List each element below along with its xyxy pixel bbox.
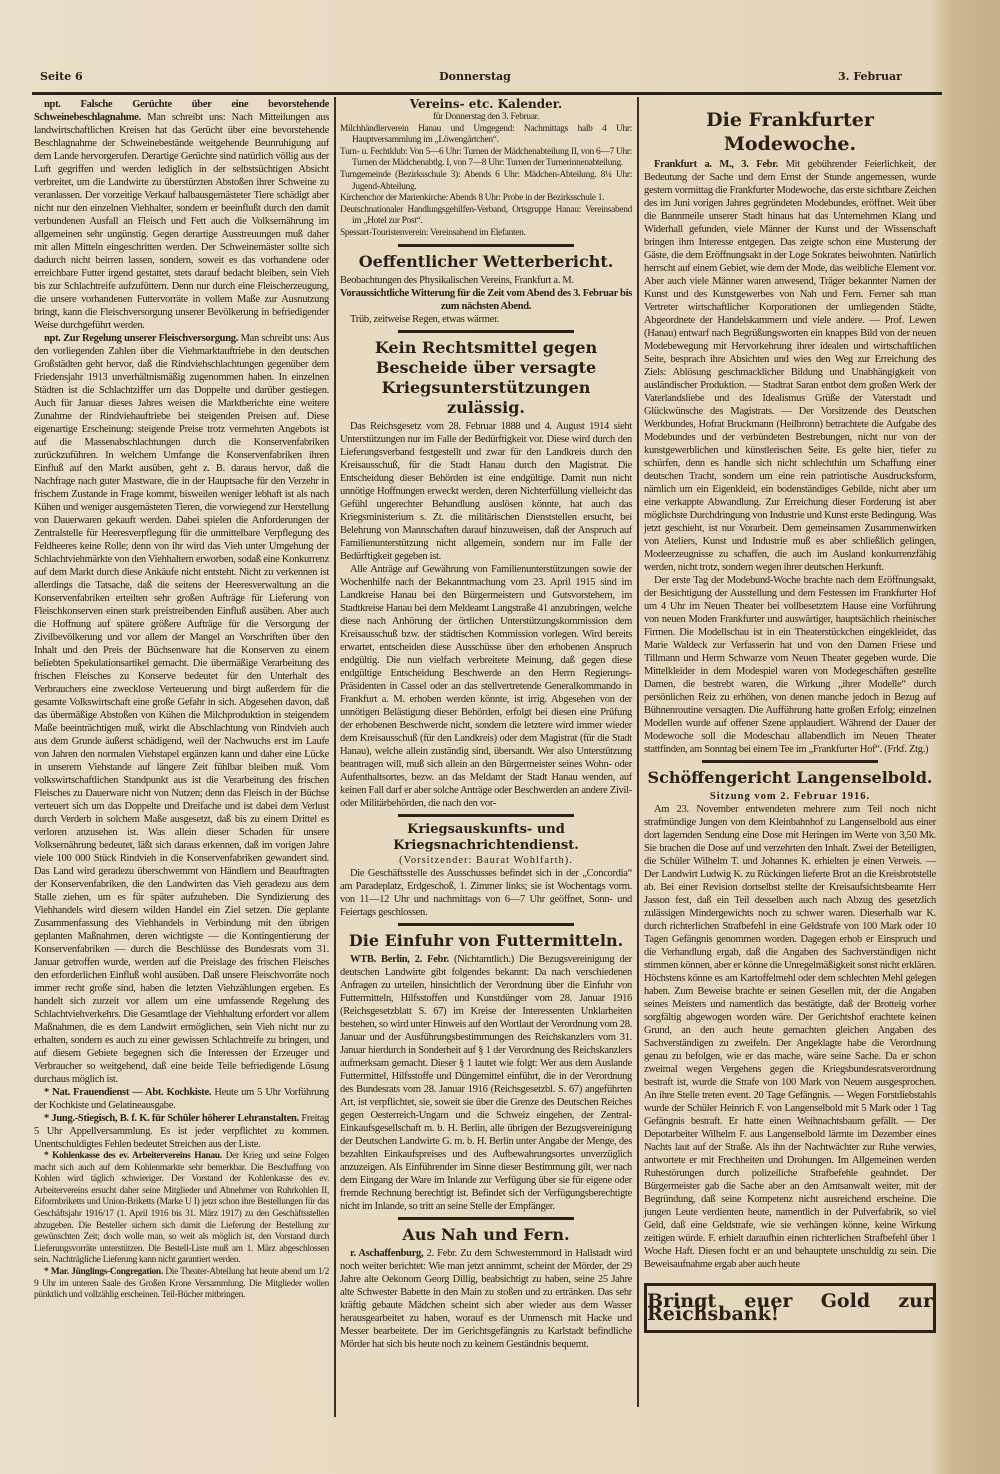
notice-coal: * Kohlenkasse des ev. Arbeitervereins Hanau. Der Krieg und seine Folgen macht sich auch auf dem Kohlenmarkte sehr bemerkbar. Die Beschaffung von Kohlen wird täglich schwieriger. Der Vorstand der Kohlenkasse des ev. Arbeitervereins ersucht daher seine Mitglieder und Abnehmer von Ruhrkohlen II, Eiformbriketts und Union-Briketts (Marke U I) jetzt schon ihre Bestellungen für das Geschäftsjahr 1916/17 (1. April 1916 bis 31. März 1917) zu den Geschäftsstellen abzugeben. Die Besteller sichern sich damit die Lieferung der Bestellung zur gewünschten Zeit; doch wolle man, so weit als möglich ist, den Vorstand durch Lieferungsvorräte unterstützen. Die Bestell-Liste muß am 1. März abgeschlossen sein. Nachträgliche Lieferung kann nicht garantiert werden. bbox=[34, 1151, 330, 1266]
article-fashion-week bbox=[644, 108, 936, 756]
paragraph: Der erste Tag der Modebund-Woche brachte nach dem Eröffnungsakt, der Besichtigung der Ausstellung und dem Festessen im Frankfurter Hof um 4 Uhr im Neuen Theater bei vollbesetztem Hause eine Vorführung von neuen Moden Frankfurter und auswärtiger, hauptsächlich rheinischer Firmen. Die Modellschau ist in ein Theaterstückchen eingekleidet, das Marie Waldeck zur Verfasserin hat und von den Damen Friese und Tillmann und Herrn Schwarze vom Neuen Theater gegeben wurde. Die Mittelkleider in dem Modespiel waren von Modegeschäften gestellte Damen, die bestrebt waren, die Wirkung „ihrer Modelle“ durch persönlichen Reiz zu erhöhen, von denen manche jedoch in Bezug auf Bühnenroutine versagten. Die Aufführung hatte großen Erfolg; einzelnen Modellen wurde auf offener Szene applaudiert. Während der Dauer der Modewoche soll die Modeschau allabendlich im Neuen Theater stattfinden, am Sonntag bei einem Tee im „Frankfurter Hof“. (Frkf. Ztg.) bbox=[644, 575, 936, 755]
section-rule bbox=[398, 814, 573, 817]
article-meat-supply: npt. Zur Regelung unserer Fleischversorgung. Man schreibt uns: Aus den vorliegenden Zahlen über die Viehmarktauftriebe in den deutschen Großstädten geht hervor, daß die Rindviehschlachtungen gegenüber dem Friedensjahr 1913 unverhältnismäßig zugenommen haben. In einzelnen Städten ist die Schlachtziffer um das Doppelte und darüber gestiegen. Auch für Januar dieses Jahres weisen die Marktberichte eine weitere Zunahme der Rindviehauftriebe bei steigenden Preisen auf. Diese eigenartige Erscheinung: steigende Preise trotz vermehrten Angebots ist auf die Massenabschlachtungen durch die Konservenfabriken zurückzuführen. In welchem Umfange die Konservenfabriken ihren Einfluß auf den Markt ausüben, geht z. B. daraus hervor, daß die Nachfrage nach guter Mastware, die in der Hauptsache für den Verzehr in frischem Zustande in Frage kommt, bisweilen weniger lebhaft ist als nach Kühen und weniger ausgemästeten Tieren, die vorwiegend zur Herstellung von Dauerwaren gekauft werden. Dabei spielen die Anforderungen der Zentralstelle für Heeresverpflegung für die unmittelbare Verpflegung des Feldheeres keine Rolle; denn von ihr wird das Vieh unter Umgehung der Schlachtviehmärkte von den Viehhaltern erworben, sodaß eine Konkurrenz auf dem Markt durch diese Ankäufe nicht entsteht. Nicht zu verkennen ist allerdings die Tatsache, daß die seitens der Heeresverwaltung an die Konservenfabriken erteilten sehr großen Aufträge für Lieferung von Fleischkonserven einen stark preistreibenden Einfluß ausüben. Aber auch die Hoffnung auf spätere größere Aufträge für die Versorgung der Zivilbevölkerung und vor allem der Mangel an Vorschriften über den Inhalt und den Preis der Büchsenware hat die Konserven zu einem beliebten Spekulationsartikel gemacht. Die übermäßige Verarbeitung des frischen Fleisches zu Konserve bedeutet für den Unterhalt des Verbrauchers eine zwecklose Verteuerung und birgt außerdem für die gesamte Volkswirtschaft eine große Gefahr in sich. Abgesehen davon, daß das übermäßige Abstoßen von Kühen die Milchproduktion in steigendem Maße beeinträchtigen muß, wirkt die Abschlachtung von Rindvieh auch aus dem Grunde äußerst schädigend, weil der Nachwuchs erst im Laufe von Jahren den normalen Viehstapel ergänzen kann und daher eine Lücke in unserem Viehstande auf längere Zeit fühlbar bleiben muß. Vom volkswirtschaftlichen Standpunkt aus ist die Verarbeitung des frischen Fleisches zu Dauerware nicht von Nutzen; denn das Fleisch in der Büchse verteuert sich um das Doppelte und Dreifache und ist dabei dem Verlust durch Verderb in solchem Maße ausgesetzt, daß bis zu einem Drittel es verloren anzusehen ist. Was allein dieser Schaden für unsere Volksernährung bedeutet, läßt sich daraus erkennen, daß im vorigen Jahre viele 100 000 Stück Rindvieh in die Konservenfabriken gewandert sind. Das Land wird geradezu überschwemmt von Händlern und Beauftragten der Konservenfabriken, die den Landwirten das Vieh geradezu aus dem Stalle ziehen, um es für später aufzuheben. Die Syndizierung des Viehhandels wird diesem wilden Handel ein Ziel setzen. Die geplante Zusammenfassung des Viehhandels in Verbindung mit den übrigen geplanten Maßnahmen, deren wichtigste — die Kontingentierung der Konservenfabriken — durch die Beschlüsse des Bundesrats vom 31. Januar getroffen wurde, werden auf die Preislage des frischen Fleisches den erforderlichen Einfluß wohl ausüben. Daß unsere Fleischvorräte noch immer recht große sind, haben die letzten Viehzählungen ergeben. Es handelt sich zurzeit vor allem um eine umfassende Regelung des Schlachtviehverkehrs. Die Gesamtlage der Viehhaltung erfordert vor allem Maßnahmen, die es dem Landwirt ermöglichen, sein Vieh nicht nur zu erhalten, sondern es auch zu einer gewissen Schlachtreife zu bringen, und auf diesem Gebiete begegnen sich die Interessen der Erzeuger und Verbraucher so weitgehend, daß eine beide Teile befriedigende Lösung durchaus möglich ist. bbox=[34, 333, 330, 1085]
paragraph: WTB. Berlin, 2. Febr. (Nichtamtlich.) Die Bezugsvereinigung der deutschen Landwirte gibt folgendes bekannt: Da nach verschiedenen Anfragen zu urteilen, hinsichtlich der Verordnung über die Einfuhr von Futtermitteln, Hilfsstoffen und Kunstdünger vom 28. Januar 1916 (Reichsgesetzblatt S. 67) im Kreise der Interessenten Unklarheiten bestehen, so wird unter Hinweis auf den Wortlaut der Verordnung vom 28. Januar und der Ausführungsbestimmungen des Reichskanzlers vom 31. Januar hierdurch in Sonderheit auf § 1 der Verordnung des Reichskanzlers aufmerksam gemacht. Dieser § 1 lautet wie folgt: Wer aus dem Auslande Futtermittel, Hilfsstoffe und Düngemittel einführt, die in der Verordnung des Bundesrats vom 28. Januar 1916 (Reichsgesetzbl. S. 67) angeführten Art, ist verpflichtet, sie, soweit sie über die Grenze des Deutschen Reiches gegen Oesterreich-Ungarn und die Schweiz eingehen, der Zentral-Einkaufsgesellschaft m. b. H. Berlin, alle übrigen der Bezugsvereinigung der Deutschen Landwirte G. m. b. H. Berlin unter Angabe der Menge, des bezahlten Einkaufspreises und des Aufbewahrungsortes unverzüglich anzuzeigen. Als Einführender im Sinne dieser Bestimmung gilt, wer nach dem Eingang der Ware im Inlande zur Verfügung über sie für eigene oder fremde Rechnung berechtigt ist. Befindet sich der Verfügungsberechtigte nicht im Inlande, so tritt an seine Stelle der Empfänger. bbox=[340, 953, 632, 1212]
forecast-text: Trüb, zeitweise Regen, etwas wärmer. bbox=[350, 313, 499, 325]
paragraph: Das Reichsgesetz vom 28. Februar 1888 und 4. August 1914 sieht Unterstützungen nur im Falle der Bedürftigkeit vor. Diese wird durch den Lieferungsverband festgestellt und zwar für den Landkreis durch den Kreisausschuß, für die Stadt Hanau durch den Magistrat. Die Entscheidung dieser Behörden ist eine endgültige. Damit nun nicht unnötige Hoffnungen erweckt werden, deren Nichterfüllung vielleicht das Gefühl ungerechter Behandlung auslösen könnte, hat auch das Kriegsministerium s. Zt. die militärischen Dienststellen ersucht, bei Belehrung von Mannschaften darauf hinzuweisen, daß der Anspruch auf Familienunterstützung nicht allgemein, sondern nur im Falle der Bedürftigkeit gegeben ist. bbox=[340, 420, 632, 562]
calendar-entry: Turngemeinde (Bezirksschule 3): Abends 6 Uhr: Mädchen-Abteilung. 8¼ Uhr: Jugend-Abteilung. bbox=[340, 169, 632, 192]
feed-title: Die Einfuhr von Futtermitteln. bbox=[348, 930, 624, 950]
fashion-source: (Frkf. Ztg.) bbox=[884, 744, 929, 755]
section-rule bbox=[398, 330, 573, 333]
left-column bbox=[34, 98, 329, 1302]
info-service-chair: (Vorsitzender: Baurat Wohlfarth). bbox=[399, 854, 573, 866]
section-rule bbox=[398, 244, 573, 247]
paragraph: Die Geschäftsstelle des Ausschusses befindet sich in der „Concordia“ am Paradeplatz, Erdgeschoß, 1. Zimmer links; sie ist Wochentags vorm. von 11—12 Uhr und nachmittags von 6—7 Uhr geöffnet, Sonn- und Feiertags geschlossen. bbox=[340, 867, 632, 918]
article-info-service bbox=[340, 822, 632, 919]
article-legal bbox=[340, 338, 632, 810]
section-rule bbox=[702, 760, 877, 763]
club-calendar bbox=[340, 96, 632, 240]
column-divider bbox=[637, 97, 639, 1407]
section-rule bbox=[398, 923, 573, 926]
calendar-subtitle: für Donnerstag den 3. Februar. bbox=[432, 112, 540, 122]
notice-congregation: * Mar. Jünglings-Congregation. Die Theater-Abteilung hat heute abend um 1/2 9 Uhr im unteren Saale des Großen Krone Versammlung. Die Mitglieder wollen pünktlich und vollzählig erscheinen. Teil-Bücher mitbringen. bbox=[34, 1266, 329, 1301]
calendar-entry: Turn- u. Fechtklub: Von 5—6 Uhr: Turnen der Mädchenabteilung II, von 6—7 Uhr: Turnen der Mädchenabtlg. I, von 7—8 Uhr: Turnen der Turnerinnenabteilung. bbox=[340, 146, 632, 169]
weather-report bbox=[340, 252, 632, 326]
header-rule bbox=[32, 92, 942, 95]
article-feed-import bbox=[340, 931, 632, 1213]
article-court bbox=[644, 768, 936, 1271]
section-rule bbox=[398, 1217, 573, 1220]
calendar-entry: Deutschnationaler Handlungsgehilfen-Verband, Ortsgruppe Hanau: Vereinsabend im „Hotel zur Post“. bbox=[340, 204, 632, 227]
calendar-title: Vereins- etc. Kalender. bbox=[409, 97, 563, 111]
article-local-news bbox=[340, 1225, 632, 1351]
forecast-heading: Voraussichtliche Witterung für die Zeit vom Abend des 3. Februar bis zum nächsten Abend. bbox=[340, 287, 633, 312]
article-pig-rumors: npt. Falsche Gerüchte über eine bevorstehende Schweinebeschlagnahme. Man schreibt uns: Nach Mitteilungen aus landwirtschaftlichen Kreisen hat das Gerücht über eine bevorstehende Beschlagnahme der Schweinebestände weitgehende Beunruhigung auf dem Lande hervorgerufen. Derartige Gerüchte sind natürlich völlig aus der Luft gegriffen und werden lediglich in der selbstsüchtigen Absicht verbreitet, um die Landwirte zu überstürzten Abstoßen ihrer Schweine zu veranlassen. Der vorzeitige Verkauf halbausgemästeter Tiere schädigt aber nicht nur den einzelnen Viehhalter, sondern er beeinflußt durch den damit verbundenen Ausfall an Fleisch und Fett auch die Volksernährung im allgemeinen sehr ungünstig. Gegen derartige Ausstreuungen muß daher mit allen Mitteln eingeschritten werden. Der Schweinemäster sollte sich dadurch nicht beirren lassen, sondern, soweit es das vorhandene oder erreichbare Futter irgend gestattet, stets darauf bedacht bleiben, sein Vieh bis zur Schlachtreife aufzufüttern. Denn nur durch eine Fleischerzeugung, die unsere vorhandenen Futtervorräte in vollem Maße zur Ausnutzung bringt, kann die Fleischversorgung unserer Bevölkerung in befriedigender Weise durchgeführt werden. bbox=[34, 99, 329, 331]
column-divider bbox=[334, 97, 336, 1417]
calendar-entry: Kirchenchor der Marienkirche: Abends 8 Uhr: Probe in der Bezirksschule 1. bbox=[340, 193, 605, 204]
notice-frauendienst: * Nat. Frauendienst — Abt. Kochkiste. Heute um 5 Uhr Vorführung der Kochkiste und Gelatineausgabe. bbox=[34, 1087, 329, 1111]
legal-title: Kein Rechtsmittel gegen Bescheide über versagte Kriegsunterstützungen zulässig. bbox=[374, 337, 598, 417]
weather-source: Beobachtungen des Physikalischen Vereins, Frankfurt a. M. bbox=[340, 274, 574, 286]
calendar-entry: Milchhändlerverein Hanau und Umgegend: Nachmittags halb 4 Uhr: Hauptversammlung im „Löwengärtchen“. bbox=[340, 123, 632, 146]
gold-appeal-ad: Bringt euer Gold zur Reichsbank! bbox=[644, 1283, 936, 1333]
middle-column bbox=[340, 96, 632, 1351]
issue-day: Donnerstag bbox=[439, 70, 511, 83]
right-column bbox=[644, 108, 936, 1333]
fashion-title: Die Frankfurter Modewoche. bbox=[706, 109, 874, 155]
page-number: Seite 6 bbox=[40, 70, 83, 83]
paragraph: r. Aschaffenburg, 2. Febr. Zu dem Schwesternmord in Hallstadt wird noch weiter berichtet: Wie man jetzt annimmt, scheint der Mörder, der 29 Jahre alte Oekonom Georg Dillig, beabsichtigt zu haben, seine 25 Jahre alte Schwester Babette in den Main zu stoßen und zu ertränken. Das sehr kräftig gebaute Mädchen scheint sich aber wieder aus dem Wasser herausgearbeitet zu haben, worauf es der Unmensch mit Hacke und Messer bearbeitete. Der im Gerichtsgefängnis zu Karlstadt befindliche Mörder hat sich bis heute noch zu keinem Geständnis bequemt. bbox=[340, 1247, 632, 1350]
court-title: Schöffengericht Langenselbold. bbox=[647, 768, 933, 787]
weather-title: Oeffentlicher Wetterbericht. bbox=[358, 251, 614, 271]
paragraph: Frankfurt a. M., 3. Febr. Mit gebührender Feierlichkeit, der Bedeutung der Sache und dem Ernst der Stunde angemessen, wurde gestern vormittag die Frankfurter Modewoche, das erste sichtbare Zeichen des im Juni vorigen Jahres gegründeten Modebundes, eröffnet. Weit über die Bannmeile unserer Stadt hinaus hat das Unternehmen Klang und Widerhall gefunden, viele Männer der Kunst und der Wissenschaft bringen ihm Interesse entgegen. Das zeigte schon eine Musterung der Gäste, die dem Eröffnungsakt in der Loge Sokrates beiwohnten. Natürlich herrscht auf einem Gebiet, wie dem der Mode, das weibliche Element vor. Aber auch viele Männer waren anwesend, Träger bekannter Namen der Kunst und des Kunstgewerbes von Nah und Fern. Ferner sah man Vertreter wirtschaftlicher Korporationen der umliegenden Städte, Abgeordnete der Handelskammern und viele andere. — Prof. Lewen (Hanau) entwarf nach Begrüßungsworten ein knappes Bild von der neuen Modebewegung mit Hervorkehrung ihrer idealen und wirtschaftlichen Seite, besprach ihre Absichten und wies den Weg zur Erreichung des Ziels: Ablösung geschmacklicher Bildung und Unabhängigkeit von ausländischer Produktion. — Stadtrat Saran entbot dem großen Werk der Vaterlandsliebe und des Idealismus Grüße der Vaterstadt und Glückwünsche des Magistrats. — Der Vorsitzende des Deutschen Werkbundes, Hofrat Bruckmann (Heilbronn) betrachtete die Aufgabe des Modebundes und der verbündeten Bestrebungen, nicht nur von der kunstgewerblichen und künstlerischen Seite. Es gelte hier, tiefer zu schürfen, denn es handle sich nicht schlechthin um Schaffung einer deutschen Tracht, sondern um eine rein patriotische Ausdrucksform, nämlich um ein Eigenkleid, ein bodenständiges Gebilde, nicht aber um eine verkappte Abwandlung. Zur Erreichung dieser Forderung ist aber möglichste Durchdringung von Industrie und Kunst erste Bedingung. Was jetzt geschieht, ist nur Vorarbeit. Dem gemeinsamen Zusammenwirken von Ateliers, Kunst und Industrie muß es aber schließlich gelingen, Modeerzeugnisse zu schaffen, die auch im Ausland konkurrenzfähig werden, nicht trotz, sondern wegen ihrer deutschen Herkunft. bbox=[644, 159, 936, 573]
local-title: Aus Nah und Fern. bbox=[402, 1224, 570, 1244]
paragraph: Alle Anträge auf Gewährung von Familienunterstützungen sowie der Wochenhilfe nach der Bekanntmachung vom 23. April 1915 sind im Landkreise Hanau bei den Bürgermeistern und Gutsvorstehern, im Stadtkreise Hanau bei dem Meldeamt Langstraße 41 anzubringen, welche diese nach Anhörung der örtlichen Unterstützungskommission dem Kreisausschuß bzw. der städtischen Kommission vorlegen. Wird bereits erwartet, entscheiden diese Ausschüsse über den erhobenen Anspruch endgültig. Die nun vielfach verbreitete Meinung, daß gegen diese endgültige Entscheidung Beschwerde an den Herrn Regierungs-Präsidenten in Cassel oder an das stellvertretende Generalkommando in Frankfurt a. M. erhoben werden könnte, ist irrig. Abgesehen von der unnötigen Belästigung dieser Behörden, erfolgt bei diesen eine Prüfung der erhobenen Beschwerde nicht, sondern die letztere wird immer wieder dem Kreisausschuß (für den Landkreis) oder dem Magistrat (für die Stadt Hanau), welche allein zuständig sind, übersandt. Wer also Unterstützung beantragen will, muß sich allein an den Bürgermeister seines Wohn- oder Aufenthaltsortes, bezw. an das Meldamt der Stadt Hanau wenden, auf keinen Fall darf er aber solche Anträge oder Beschwerden an andere Zivil- oder Militärbehörden, die nach den vor- bbox=[340, 563, 632, 809]
info-service-title: Kriegsauskunfts- und Kriegsnachrichtendienst. bbox=[393, 821, 579, 853]
paragraph: Am 23. November entwendeten mehrere zum Teil noch nicht strafmündige Jungen von dem Kleinbahnhof zu Langenselbold aus einer dort lagernden Sendung eine Dose mit Heringen im Werte von 3,50 Mk. Sie brachen die Dose auf und verzehrten den Inhalt. Zwei der Beteiligten, die Schüler Wilhelm T. und Johannes K. erhielten je einen Verweis. — Der Landwirt Ludwig K. zu Rückingen lieferte Brot an die Kreisbrotstelle ab. Bei einer Revision dortselbst stellte der Kreisaufsichtsbeamte Herr Jasson fest, daß ein Teil desselben auch nach Abzug des gesetzlich zulässigen Mindergewichts noch zu schwer waren. Dieserhalb war K. durch richterlichen Strafbefehl in eine Geldstrafe von 100 Mark oder 10 Tagen Gefängnis genommen worden. Dagegen erhob er Einspruch und die Verhandlung ergab, daß die Angaben des Sachverständigen nicht stimmen können, aber er könne die Unregelmäßigkeit sonst nicht erklären. Höchstens könne es am Kartoffelmehl oder dem schlechten Mehl gelegen haben. Zum Beweise brachte er seinen Gesellen mit, der die Angaben seines Meisters und namentlich das bestätigte, daß der Brotteig vorher sorgfältig abgewogen worden wäre. Der Gerichtshof erachtete keinen Grund, an den auch heute gemachten gleichen Angaben des Sachverständigen zu zweifeln. Der Angeklagte habe die Verordnung genau zu befolgen, wie er das mache, wäre seine Sache. Da er schon zweimal wegen Vergehens gegen die Kriegsbundesratsverordnung bestraft ist, wurde die Strafe von 100 Mark von Neuem ausgesprochen. An ihre Stelle treten event. 20 Tage Gefängnis. — Wegen Forstdiebstahls wurde der Schüler Heinrich F. von Langenselbold mit 5 Mark oder 1 Tag Gefängnis bestraft. Er hatte einen Weihnachtsbaum gefällt. — Der Depotarbeiter Wilhelm F. aus Langenselbold lärmte im Dezember eines Nachts laut auf der Straße. Als ihn der Nachtwächter zur Ruhe verwies, antwortete er mit Frechheiten und Drohungen. Im Allgemeinen werden Ruhestörungen durch polizeiliche Strafbefehle geahndet. Der Bürgermeister gab die Sache aber an den Amtsanwalt weiter, mit der Begründung, daß seine Kompetenz nicht ausreichend erscheine. Die jungen Leute verdienten heute, namentlich in der Pulverfabrik, so viel Geld, daß eine Geldstrafe, wie sie verhängen könne, keine Wirkung zeitigen würde. F. erhielt daraufhin einen richterlichen Strafbefehl über 1 Woche Haft. Diesen focht er an und behauptete unschuldig zu sein. Die Beweisaufnahme ergab aber auch heute bbox=[644, 804, 936, 1270]
calendar-entry: Spessart-Touristenverein: Vereinsabend im Elefanten. bbox=[340, 227, 526, 238]
notice-youth: * Jung.-Stiegisch, B. f. K. für Schüler höherer Lehranstalten. Freitag 5 Uhr Appellversammlung. Es ist jeder verpflichtet zu kommen. Unentschuldigtes Fehlen bedeutet Streichen aus der Liste. bbox=[34, 1113, 329, 1150]
issue-date: 3. Februar bbox=[838, 70, 902, 83]
court-session: Sitzung vom 2. Februar 1916. bbox=[709, 791, 871, 802]
